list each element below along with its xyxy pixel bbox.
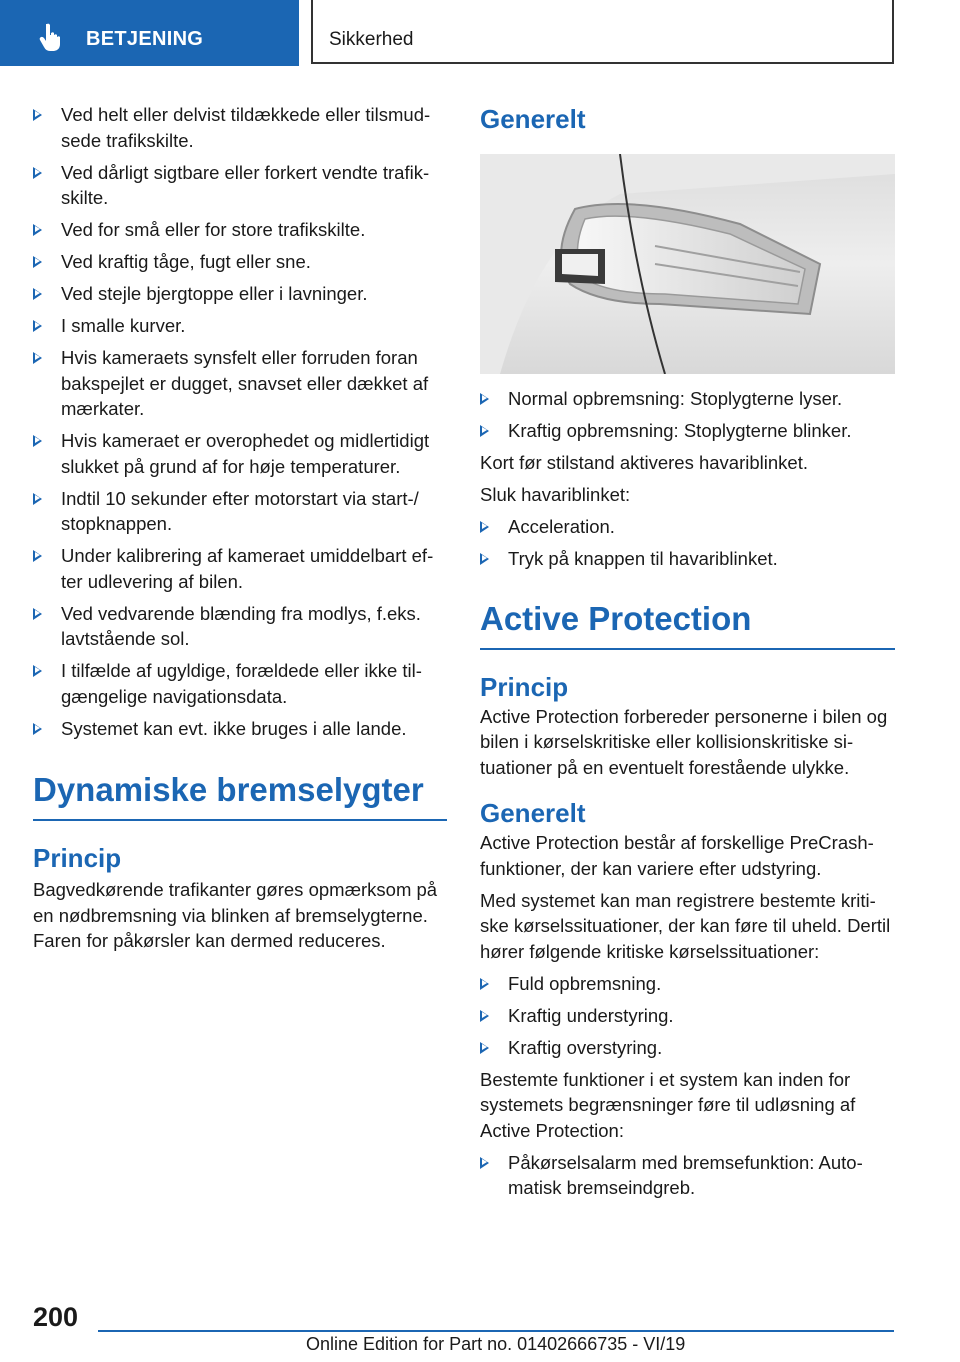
list-item-text: Tryk på knappen til havariblinket.: [508, 548, 778, 569]
triangle-bullet-icon: [480, 425, 489, 437]
list-item-text: Normal opbremsning: Stoplygterne lyser.: [508, 388, 843, 409]
paragraph-havariblink-on: Kort før stilstand aktiveres havariblinket.: [480, 452, 808, 473]
triangle-bullet-icon: [33, 320, 42, 332]
edition-footer: Online Edition for Part no. 01402666735 - VI/19: [306, 1334, 686, 1354]
triangle-bullet-icon: [33, 550, 42, 562]
list-item-text: Påkørselsalarm med bremsefunktion: Automatisk bremseindgreb.: [508, 1151, 863, 1198]
heading-princip-ap: Princip: [480, 671, 569, 702]
chapter-label: BETJENING: [86, 28, 204, 50]
triangle-bullet-icon: [33, 665, 42, 677]
list-item-text: Systemet kan evt. ikke bruges i alle lande.: [61, 717, 407, 739]
list-item-text: Under kalibrering af kameraet umiddelbart efter udlevering af bilen.: [61, 545, 434, 592]
list-item: [33, 313, 447, 339]
list-item: [480, 1150, 895, 1201]
taillight-image: [480, 154, 895, 374]
taillight-illustration: [480, 154, 895, 374]
triangle-bullet-icon: [480, 1010, 489, 1022]
list-item: [480, 418, 895, 444]
list-item: [33, 345, 447, 422]
triangle-bullet-icon: [33, 493, 42, 505]
brake-list: [480, 386, 895, 444]
heading-active-protection: Active Protection: [480, 600, 895, 650]
list-item: [480, 1003, 895, 1029]
left-column: [33, 102, 447, 960]
situations-list: [480, 971, 895, 1061]
triangle-bullet-icon: [480, 978, 489, 990]
triangle-bullet-icon: [480, 1157, 489, 1169]
pointing-hand-icon: [36, 22, 66, 52]
list-item-text: Ved vedvarende blænding fra modlys, f.eks. lavtstående sol.: [61, 602, 421, 649]
list-item-text: Ved helt eller delvist tildækkede eller tilsmudsede trafikskilte.: [61, 104, 431, 151]
list-item: [33, 428, 447, 479]
right-column: [480, 102, 895, 1207]
list-item-text: Kraftig understyring.: [508, 1004, 674, 1026]
triangle-bullet-icon: [480, 1042, 489, 1054]
list-item: [33, 160, 447, 211]
triangle-bullet-icon: [33, 352, 42, 364]
list-item: [33, 658, 447, 709]
list-item: [480, 971, 895, 997]
list-item: [33, 102, 447, 153]
paragraph-princip: Bagvedkørende trafikanter gøres opmærksom på en nødbremsning via blinken af bremselygterne. Faren for påkørsler kan dermed reduceres.: [33, 879, 438, 951]
triangle-bullet-icon: [33, 109, 42, 121]
list-item: [33, 281, 447, 307]
page-number: 200: [33, 1302, 79, 1332]
havariblink-off-list: [480, 514, 895, 572]
list-item: [33, 249, 447, 275]
list-item-text: Ved for små eller for store trafikskilte.: [61, 219, 366, 240]
paragraph-functions-intro: Bestemte funktioner i et system kan inden for systemets begrænsninger føre til udløsning af Active Protection:: [480, 1068, 856, 1141]
paragraph-princip-ap: Active Protection forbereder personerne i bilen og bilen i kørselskritiske eller kollisionskritiske situationer på en eventuelt forestående ulykke.: [480, 705, 888, 778]
heading-princip: Princip: [33, 843, 122, 873]
list-item-text: Ved kraftig tåge, fugt eller sne.: [61, 251, 311, 272]
list-item-text: Ved stejle bjergtoppe eller i lavninger.: [61, 283, 368, 304]
triangle-bullet-icon: [33, 224, 42, 236]
limitations-list: [33, 102, 447, 741]
list-item-text: Hvis kameraets synsfelt eller forruden foran bakspejlet er dugget, snavset eller dækket af mærkater.: [61, 347, 429, 419]
heading-generelt-ap: Generelt: [480, 798, 586, 828]
list-item-text: Hvis kameraet er overophedet og midlertidigt slukket på grund af for høje temperaturer.: [61, 430, 430, 477]
list-item-text: Kraftig overstyring.: [508, 1036, 663, 1058]
section-label: Sikkerhed: [329, 29, 414, 50]
triangle-bullet-icon: [33, 256, 42, 268]
section-header: [311, 0, 894, 64]
triangle-bullet-icon: [33, 608, 42, 620]
list-item: [33, 716, 447, 742]
list-item-text: Acceleration.: [508, 516, 615, 537]
functions-list: [480, 1150, 895, 1201]
list-item: [33, 601, 447, 652]
triangle-bullet-icon: [33, 167, 42, 179]
list-item: [33, 543, 447, 594]
list-item: [480, 1035, 895, 1061]
triangle-bullet-icon: [33, 723, 42, 735]
heading-generelt: Generelt: [480, 104, 586, 134]
list-item-text: Ved dårligt sigtbare eller forkert vendte trafikskilte.: [61, 161, 430, 208]
triangle-bullet-icon: [480, 553, 489, 565]
list-item: [480, 386, 895, 412]
paragraph-precrash: Active Protection består af forskellige PreCrash-funktioner, der kan variere efter udstyring.: [480, 832, 874, 879]
list-item-text: I smalle kurver.: [61, 315, 186, 336]
list-item-text: Indtil 10 sekunder efter motorstart via start-/ stopknappen.: [61, 487, 419, 534]
list-item-text: Fuld opbremsning.: [508, 972, 662, 994]
triangle-bullet-icon: [33, 288, 42, 300]
footer-rule: [98, 1330, 894, 1332]
paragraph-situations-intro: Med systemet kan man registrere bestemte kritiske kørselssituationer, der kan føre til uheld. Dertil hører følgende kritiske kørselssituationer:: [480, 889, 891, 962]
list-item: [480, 546, 895, 572]
list-item: [480, 514, 895, 540]
heading-dynamiske-bremselygter: Dynamiske bremselygter: [33, 771, 447, 821]
paragraph-havariblink-off: Sluk havariblinket:: [480, 484, 631, 505]
list-item: [33, 486, 447, 537]
list-item-text: Kraftig opbremsning: Stoplygterne blinker.: [508, 420, 852, 441]
triangle-bullet-icon: [33, 435, 42, 447]
list-item-text: I tilfælde af ugyldige, forældede eller ikke tilgængelige navigationsdata.: [61, 660, 422, 707]
list-item: [33, 217, 447, 243]
triangle-bullet-icon: [480, 393, 489, 405]
triangle-bullet-icon: [480, 521, 489, 533]
chapter-tab: [0, 0, 299, 66]
